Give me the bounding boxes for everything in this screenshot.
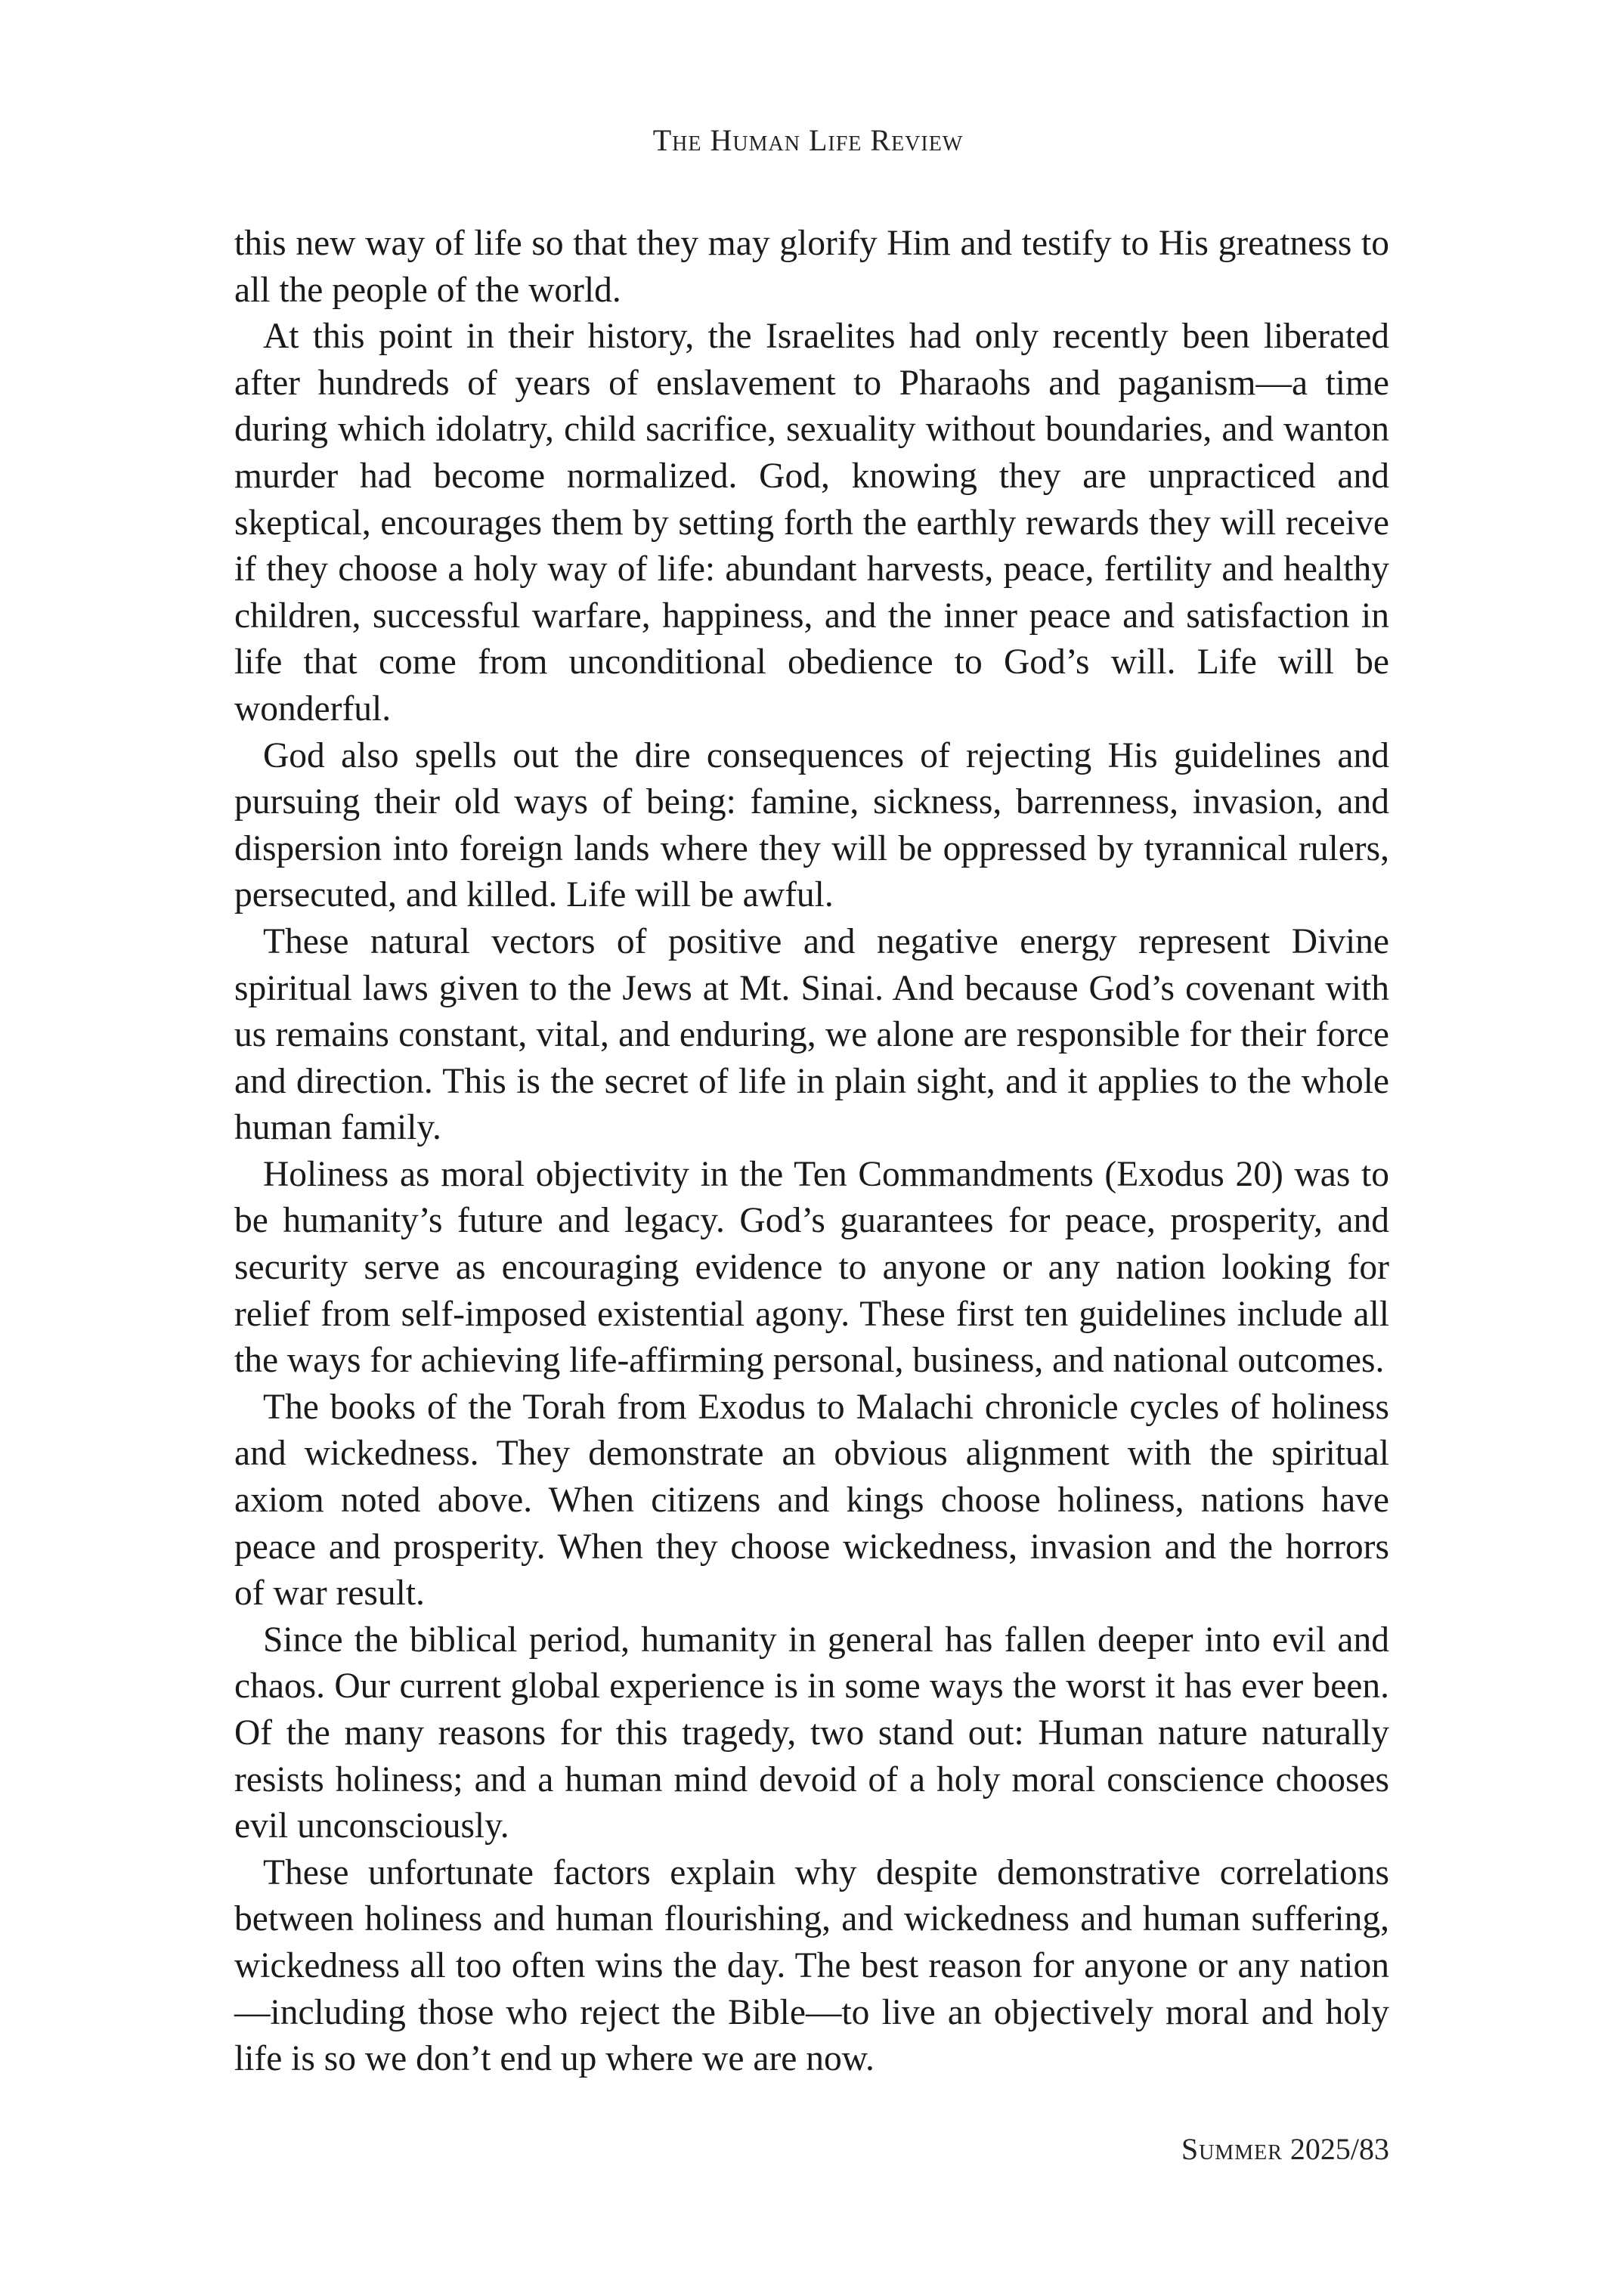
folio-season: Summer [1181,2132,1283,2166]
paragraph: Holiness as moral objectivity in the Ten Commandments (Exodus 20) was to be humanity’s future and legacy. God’s guarantees for peace, prosperity, and security serve as encouraging evidence to anyone or any nation looking for relief from self-imposed existential agony. These first ten guidelines include all the ways for achieving life-affirming personal, business, and national outcomes. [234,1154,1389,1381]
folio-issue-page: 2025/83 [1289,2132,1389,2166]
paragraph: Since the biblical period, humanity in general has fallen deeper into evil and chaos. Our current global experience is in some ways the worst it has ever been. Of the many reasons for this tragedy, two stand out: Human nature naturally resists holiness; and a human mind devoid of a holy moral conscience chooses evil unconsciously. [234,1620,1389,1846]
paragraph: The books of the Torah from Exodus to Malachi chronicle cycles of holiness and wickedness. They demonstrate an obvious alignment with the spiritual axiom noted above. When citizens and kings choose holiness, nations have peace and prosperity. When they choose wickedness, invasion and the horrors of war result. [234,1387,1389,1614]
paragraph: These unfortunate factors explain why despite demonstrative correlations between holiness and human flourishing, and wickedness and human suffering, wickedness all too often wins the day. The best reason for anyone or any nation—including those who reject the Bible—to live an objectively moral and holy life is so we don’t end up where we are now. [234,1852,1389,2079]
paragraph-continuation: this new way of life so that they may glorify Him and testify to His greatness to all the people of the world. [234,224,1389,310]
paragraph: God also spells out the dire consequences of rejecting His guidelines and pursuing their old ways of being: famine, sickness, barrenness, invasion, and dispersion into foreign lands where they will be oppressed by tyrannical rulers, persecuted, and killed. Life will be awful. [234,735,1389,915]
page-folio [1181,2131,1389,2167]
article-body [234,221,1389,2083]
paragraph: At this point in their history, the Israelites had only recently been liberated after hundreds of years of enslavement to Pharaohs and paganism—a time during which idolatry, child sacrifice, sexuality without boundaries, and wanton murder had become normalized. God, knowing they are unpracticed and skeptical, encourages them by setting forth the earthly rewards they will receive if they choose a holy way of life: abundant harvests, peace, fertility and healthy children, successful warfare, happiness, and the inner peace and satisfaction in life that come from unconditional obedience to God’s will. Life will be wonderful. [234,317,1389,729]
running-head: The Human Life Review [652,123,964,157]
paragraph: These natural vectors of positive and negative energy represent Divine spiritual laws given to the Jews at Mt. Sinai. And because God’s covenant with us remains constant, vital, and enduring, we alone are responsible for their force and direction. This is the secret of life in plain sight, and it applies to the whole human family. [234,921,1389,1148]
